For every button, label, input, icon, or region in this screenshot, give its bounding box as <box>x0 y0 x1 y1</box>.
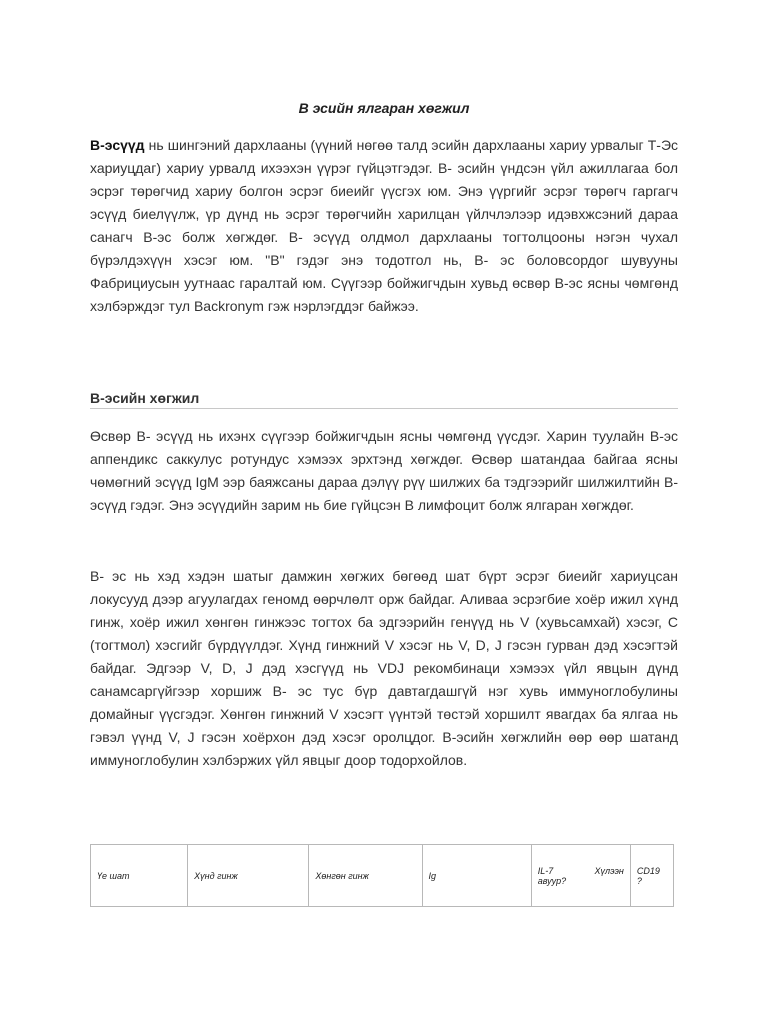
header-stage: Үе шат <box>91 845 188 907</box>
il7-question-label: авуур? <box>537 875 567 886</box>
cd19-question: ? <box>636 875 642 886</box>
intro-paragraph <box>90 134 678 318</box>
il7-receptor-label: Хүлээн <box>594 865 624 876</box>
cd19-label: CD19 <box>636 865 660 876</box>
header-cd19 <box>630 845 673 907</box>
stages-table <box>90 844 674 907</box>
il7-header-line <box>538 866 624 876</box>
paragraph-3: B- эс нь хэд хэдэн шатыг дамжин хөгжих бөгөөд шат бүрт эсрэг биеийг хариуцсан локусууд дээр агуулагдах геномд өөрчлөлт орж байдаг. Аливаа эсрэгбие хоёр ижил хүнд гинж, хоёр ижил хөнгөн гинжээс тогтох ба эдгээрийн генүүд нь V (хувьсамхай) хэсэг, C (тогтмол) хэсгийг бүрдүүлдэг. Хүнд гинжний V хэсэг нь V, D, J гэсэн гурван дэд хэсэгтэй байдаг. Эдгээр V, D, J дэд хэсгүүд нь VDJ рекомбинаци хэмээх үйл явцын дүнд санамсаргүйгээр хоршиж B- эс тус бүр давтагдашгүй нэг хувь иммуноглобулины домайныг үүсгэдэг. Хөнгөн гинжний V хэсэгт үүнтэй төстэй хоршилт явагдах ба ялгаа нь гэвэл үүнд V, J гэсэн хоёрхон дэд хэсэг оролцдог. B-эсийн хөгжлийн өөр өөр шатанд иммуноглобулин хэлбэржих үйл явцыг доор тодорхойлов. <box>90 568 678 768</box>
header-light-chain: Хөнгөн гинж <box>309 845 422 907</box>
header-il7-receptor <box>531 845 630 907</box>
il7-label: IL-7 <box>537 865 554 876</box>
intro-bold-term: B-эсүүд <box>90 137 145 153</box>
section-heading: B-эсийн хөгжил <box>90 390 678 409</box>
header-heavy-chain: Хүнд гинж <box>188 845 309 907</box>
table-header-row <box>91 845 674 907</box>
header-ig: Ig <box>422 845 531 907</box>
document-title: B эсийн ялгаран хөгжил <box>298 100 470 116</box>
intro-text: нь шингэний дархлааны (үүний нөгөө талд эсийн дархлааны хариу урвалыг Т-Эс хариуцдаг) хариу урвалд ихээхэн үүрэг гүйцэтгэдэг. B- эсийн үндсэн үйл ажиллагаа бол эсрэг төрөгчид хариу болгон эсрэг биеийг үүсгэх юм. Энэ үүргийг эсрэг төрөгч гаргагч эсүүд биелүүлж, үр дүнд нь эсрэг төрөгчийн харилцан үйлчлэлээр идэвхжсэний дараа санагч B-эс болж хөгждөг. B- эсүүд олдмол дархлааны тогтолцооны нэгэн чухал бүрэлдэхүүн хэсэг юм. "B" гэдэг энэ тодотгол нь, B- эс боловсордог шувууны Фабрициусын уутнаас гаралтай юм. Сүүгээр бойжигчдын хувьд өсвөр B-эс ясны чөмгөнд хэлбэрждэг тул Backronym гэж нэрлэгддэг байжээ. <box>90 137 678 314</box>
paragraph-2: Өсвөр B- эсүүд нь ихэнх сүүгээр бойжигчдын ясны чөмгөнд үүсдэг. Харин туулайн B-эс аппендикс саккулус ротундус хэмээх эрхтэнд хөгждөг. Өсвөр шатандаа байгаа ясны чөмөгний эсүүд IgM ээр баяжсаны дараа дэлүү рүү шилжих ба тэдгээрийг шилжилтийн B-эсүүд гэдэг. Энэ эсүүдийн зарим нь бие гүйцсэн B лимфоцит болж ялгаран хөгждөг. <box>90 428 678 513</box>
